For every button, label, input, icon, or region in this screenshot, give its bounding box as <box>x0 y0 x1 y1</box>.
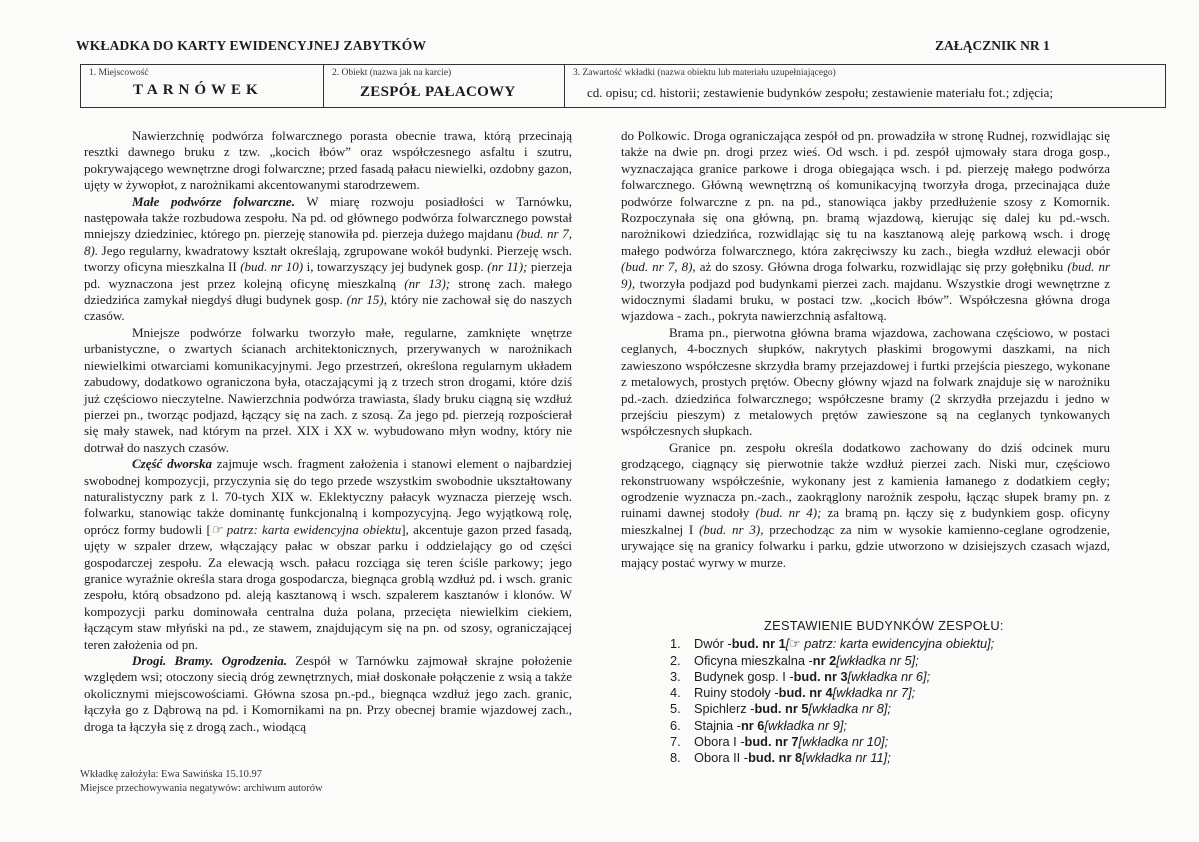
list-item: 8. Obora II - bud. nr 8 [wkładka nr 11]; <box>670 750 891 766</box>
paragraph: Małe podwórze folwarczne. W miarę rozwoju posiadłości w Tarnówku, następowała także rozbudowa zespołu. Na pd. od głównego podwórza folwarcznego powstał mniejszy dziedziniec, którego pn. pierzeję stanowiła pd. pierzeja dużego majdanu (bud. nr 7, 8). Jego regularny, kwadratowy kształt określają, zgrupowane wokół budynki. Pierzeję wsch. tworzy oficyna mieszkalna II (bud. nr 10) i, towarzyszący jej budynek gosp. (nr 11); pierzeja pd. wyznaczona jest przez kolejną oficynę mieszkalną (nr 13); stronę zach. małego dziedzińca zamykał niegdyś długi budynek gosp. (nr 15), który nie zachował się do naszych czasów. <box>84 193 573 324</box>
right-column <box>621 128 1110 571</box>
list-item: 2. Oficyna mieszkalna - nr 2 [wkładka nr 5]; <box>670 652 919 668</box>
list-item: 3. Budynek gosp. I - bud. nr 3 [wkładka nr 6]; <box>670 668 931 684</box>
list-item: 1. Dwór - bud. nr 1 [☞ patrz: karta ewidencyjna obiektu]; <box>670 636 995 652</box>
paragraph: Mniejsze podwórze folwarku tworzyło małe, regularne, zamknięte wnętrze urbanistyczne, o zwartych ścianach architektonicznych, przerywanych w narożnikach niewielkimi otwarciami komunikacyjnymi. Jego przestrzeń, określona regularnym układem zabudowy, dodatkowo ograniczona była, otaczającymi ją z trzech stron drogami, które dziś już częściowo nieczytelne. Nawierzchnia podwórza trawiasta, ślady bruku ciągną się wzdłuż pierzei pn., tworząc podjazd, łączący się na zach. z szosą. Za jego pd. pierzeją rozpościerał się mały stawek, nad którym na przeł. XIX i XX w. wybudowano młyn wodny, który nie dotrwał do naszych czasów. <box>84 324 572 455</box>
annex-label: ZAŁĄCZNIK NR 1 <box>935 38 1050 53</box>
paragraph: Nawierzchnię podwórza folwarcznego porasta obecnie trawa, którą przecinają resztki dawnego bruku z tzw. „kocich łbów” oraz współczesnego asfaltu i szutru, pokrywającego wewnętrzne drogi folwarczne; przed fasadą pałacu niewielki, ozdobny gazon, ujęty w żywopłot, z narożnikami akcentowanymi starodrzewem. <box>84 128 572 193</box>
content-cell <box>565 65 1165 107</box>
location-cell <box>81 65 324 107</box>
list-item: 6. Stajnia - nr 6 [wkładka nr 9]; <box>670 717 847 733</box>
paragraph: Drogi. Bramy. Ogrodzenia. Zespół w Tarnówku zajmował skrajne położenie względem wsi; otoczony siecią dróg zewnętrznych, miał doskonałe połączenie z wsią a także okolicznymi miejscowościami. Główna szosa pn.-pd., biegnąca wzdłuż jego zach. granic, łączyła go z Dąbrową na pd. i Komornikami na pn. Przy obecnej bramie wjazdowej zach., droga ta łączyła się z drogą zach., wiodącą <box>84 653 572 734</box>
list-item: 5. Spichlerz - bud. nr 5 [wkładka nr 8]; <box>670 701 891 717</box>
content-value: cd. opisu; cd. historii; zestawienie budynków zespołu; zestawienie materiału fot.; zdjęcia; <box>587 85 1054 100</box>
buildings-list-title: ZESTAWIENIE BUDYNKÓW ZESPOŁU: <box>764 618 1004 633</box>
paragraph: Granice pn. zespołu określa dodatkowo zachowany do dziś odcinek muru grodzącego, ciągnący się pierwotnie także wzdłuż pierzei zach. Niski mur, częściowo rekonstruowany współcześnie, wykonany jest z kamienia łamanego z dodatkiem cegły; ogrodzenie wyznacza pn.-zach., zaokrąglony narożnik zespołu, łącząc słupek bramy pn. z ruinami dawnej stodoły (bud. nr 4); za bramą pn. łączy się z budynkiem gosp. oficyny mieszkalnej I (bud. nr 3), przechodząc za nim w wysokie kamienno-ceglane ogrodzenie, urywające się na granicy folwarku i parku, gdzie utworzono w dzisiejszych czasach wjazd, mający postać wyrwy w murze. <box>621 439 1111 570</box>
footer <box>80 768 323 796</box>
section-heading: Część dworska <box>132 456 212 472</box>
object-label: 2. Obiekt (nazwa jak na karcie) <box>332 68 452 78</box>
location-label: 1. Miejscowość <box>89 68 149 78</box>
buildings-list <box>670 618 1140 767</box>
section-heading: Drogi. Bramy. Ogrodzenia. <box>132 653 287 668</box>
paragraph: Część dworska zajmuje wsch. fragment założenia i stanowi element o najbardziej swobodnej kompozycji, przyczynia się do tego przede wszystkim swobodnie ukształtowany naturalistyczny park z l. 70-tych XIX w. Eklektyczny pałacyk wyznacza pierzeję wsch. folwarku, stanowiąc także dominantę funkcjonalną i kompozycyjną. Jego wyjątkową rolę, oprócz formy budowli [☞ patrz: karta ewidencyjna obiektu], akcentuje gazon przed fasadą, ujęty w szpaler drzew, włączający pałac w obszar parku i oddzielający go od części gospodarczej zespołu. Za elewacją wsch. pałacu rozciąga się teren ściśle parkowy; jego granice wyraźnie określa stara droga gospodarcza, biegnąca groblą wzdłuż pd. i wsch. granic zespołu, którą obsadzono pd. aleją kasztanową i wsch. szpalerem kasztanów i klonów. W kompozycji parku dominowała centralna duża polana, przecięta niewielkim ciekiem, łączącym staw młyński na pd., ze stawem, znajdującym się na pn. od szosy, ograniczającej teren założenia od pn. <box>84 456 572 652</box>
paragraph: do Polkowic. Droga ograniczająca zespół od pn. prowadziła w stronę Rudnej, rozwidlając się także na dwie pn. drogi przez wieś. Od wsch. i pd. zespół ujmowały stara droga gosp., wyznaczająca granice parkowe i droga obiegająca wsch. i pd. pierzeję małego podwórza folwarcznego. Główną wewnętrzną oś komunikacyjną tworzyła droga, przecinająca duże podwórze folwarczne z pn. na pd., stanowiąca jakby przedłużenie szosy z Komornik. Rozpoczynała się ona główną, pn. bramą wjazdową, kierując się dalej ku pd.-wsch. narożnikowi dziedzińca, rozwidlając się tu na kasztanową aleję parkową wsch. i drogę małego podwórza folwarcznego, która zakręciwszy ku zach., biegła wzdłuż elewacji obór (bud. nr 7, 8), aż do szosy. Główna droga folwarku, rozwidlając się przy gołębniku (bud. nr 9), tworzyła podjazd pod budynkami pierzei zach. majdanu. Wszystkie drogi wewnętrzne z widocznymi śladami bruku, w postaci tzw. „kocich łbów”. Współczesna główna droga wjazdowa - zach., pokryta nawierzchnią asfaltową. <box>621 128 1111 324</box>
paragraph: Brama pn., pierwotna główna brama wjazdowa, zachowana częściowo, w postaci ceglanych, 4-bocznych słupków, nakrytych płaskimi brogowymi daszkami, na nich zawieszono współczesne skrzydła bramy przejazdowej i furtki przejścia pieszego, wykonane z metalowych, prostych prętów. Obecny główny wjazd na folwark znajduje się w narożniku pd.-zach. dziedzińca folwarcznego; współczesne bramy (2 skrzydła przejazdu i jedno w przejściu pieszym) z metalowych prętów zawieszone są na ceglanych tynkowanych współczesnych słupkach. <box>621 324 1110 439</box>
metadata-table <box>80 64 1166 108</box>
left-column <box>84 128 572 735</box>
object-cell <box>324 65 565 107</box>
list-item: 7. Obora I - bud. nr 7 [wkładka nr 10]; <box>670 734 889 750</box>
object-value: ZESPÓŁ PAŁACOWY <box>360 84 516 100</box>
list-item: 4. Ruiny stodoły - bud. nr 4 [wkładka nr 7]; <box>670 685 916 701</box>
content-label: 3. Zawartość wkładki (nazwa obiektu lub materiału uzupełniającego) <box>573 68 836 78</box>
cross-reference: ☞ patrz: karta ewidencyjna obiektu <box>210 521 402 537</box>
document-title: WKŁADKA DO KARTY EWIDENCYJNEJ ZABYTKÓW <box>76 38 427 53</box>
section-heading: Małe podwórze folwarczne. <box>132 193 295 209</box>
footer-negatives-location: Miejsce przechowywania negatywów: archiwum autorów <box>80 783 323 794</box>
location-value: TARNÓWEK <box>133 82 263 98</box>
footer-author: Wkładkę założyła: Ewa Sawińska 15.10.97 <box>80 769 262 780</box>
